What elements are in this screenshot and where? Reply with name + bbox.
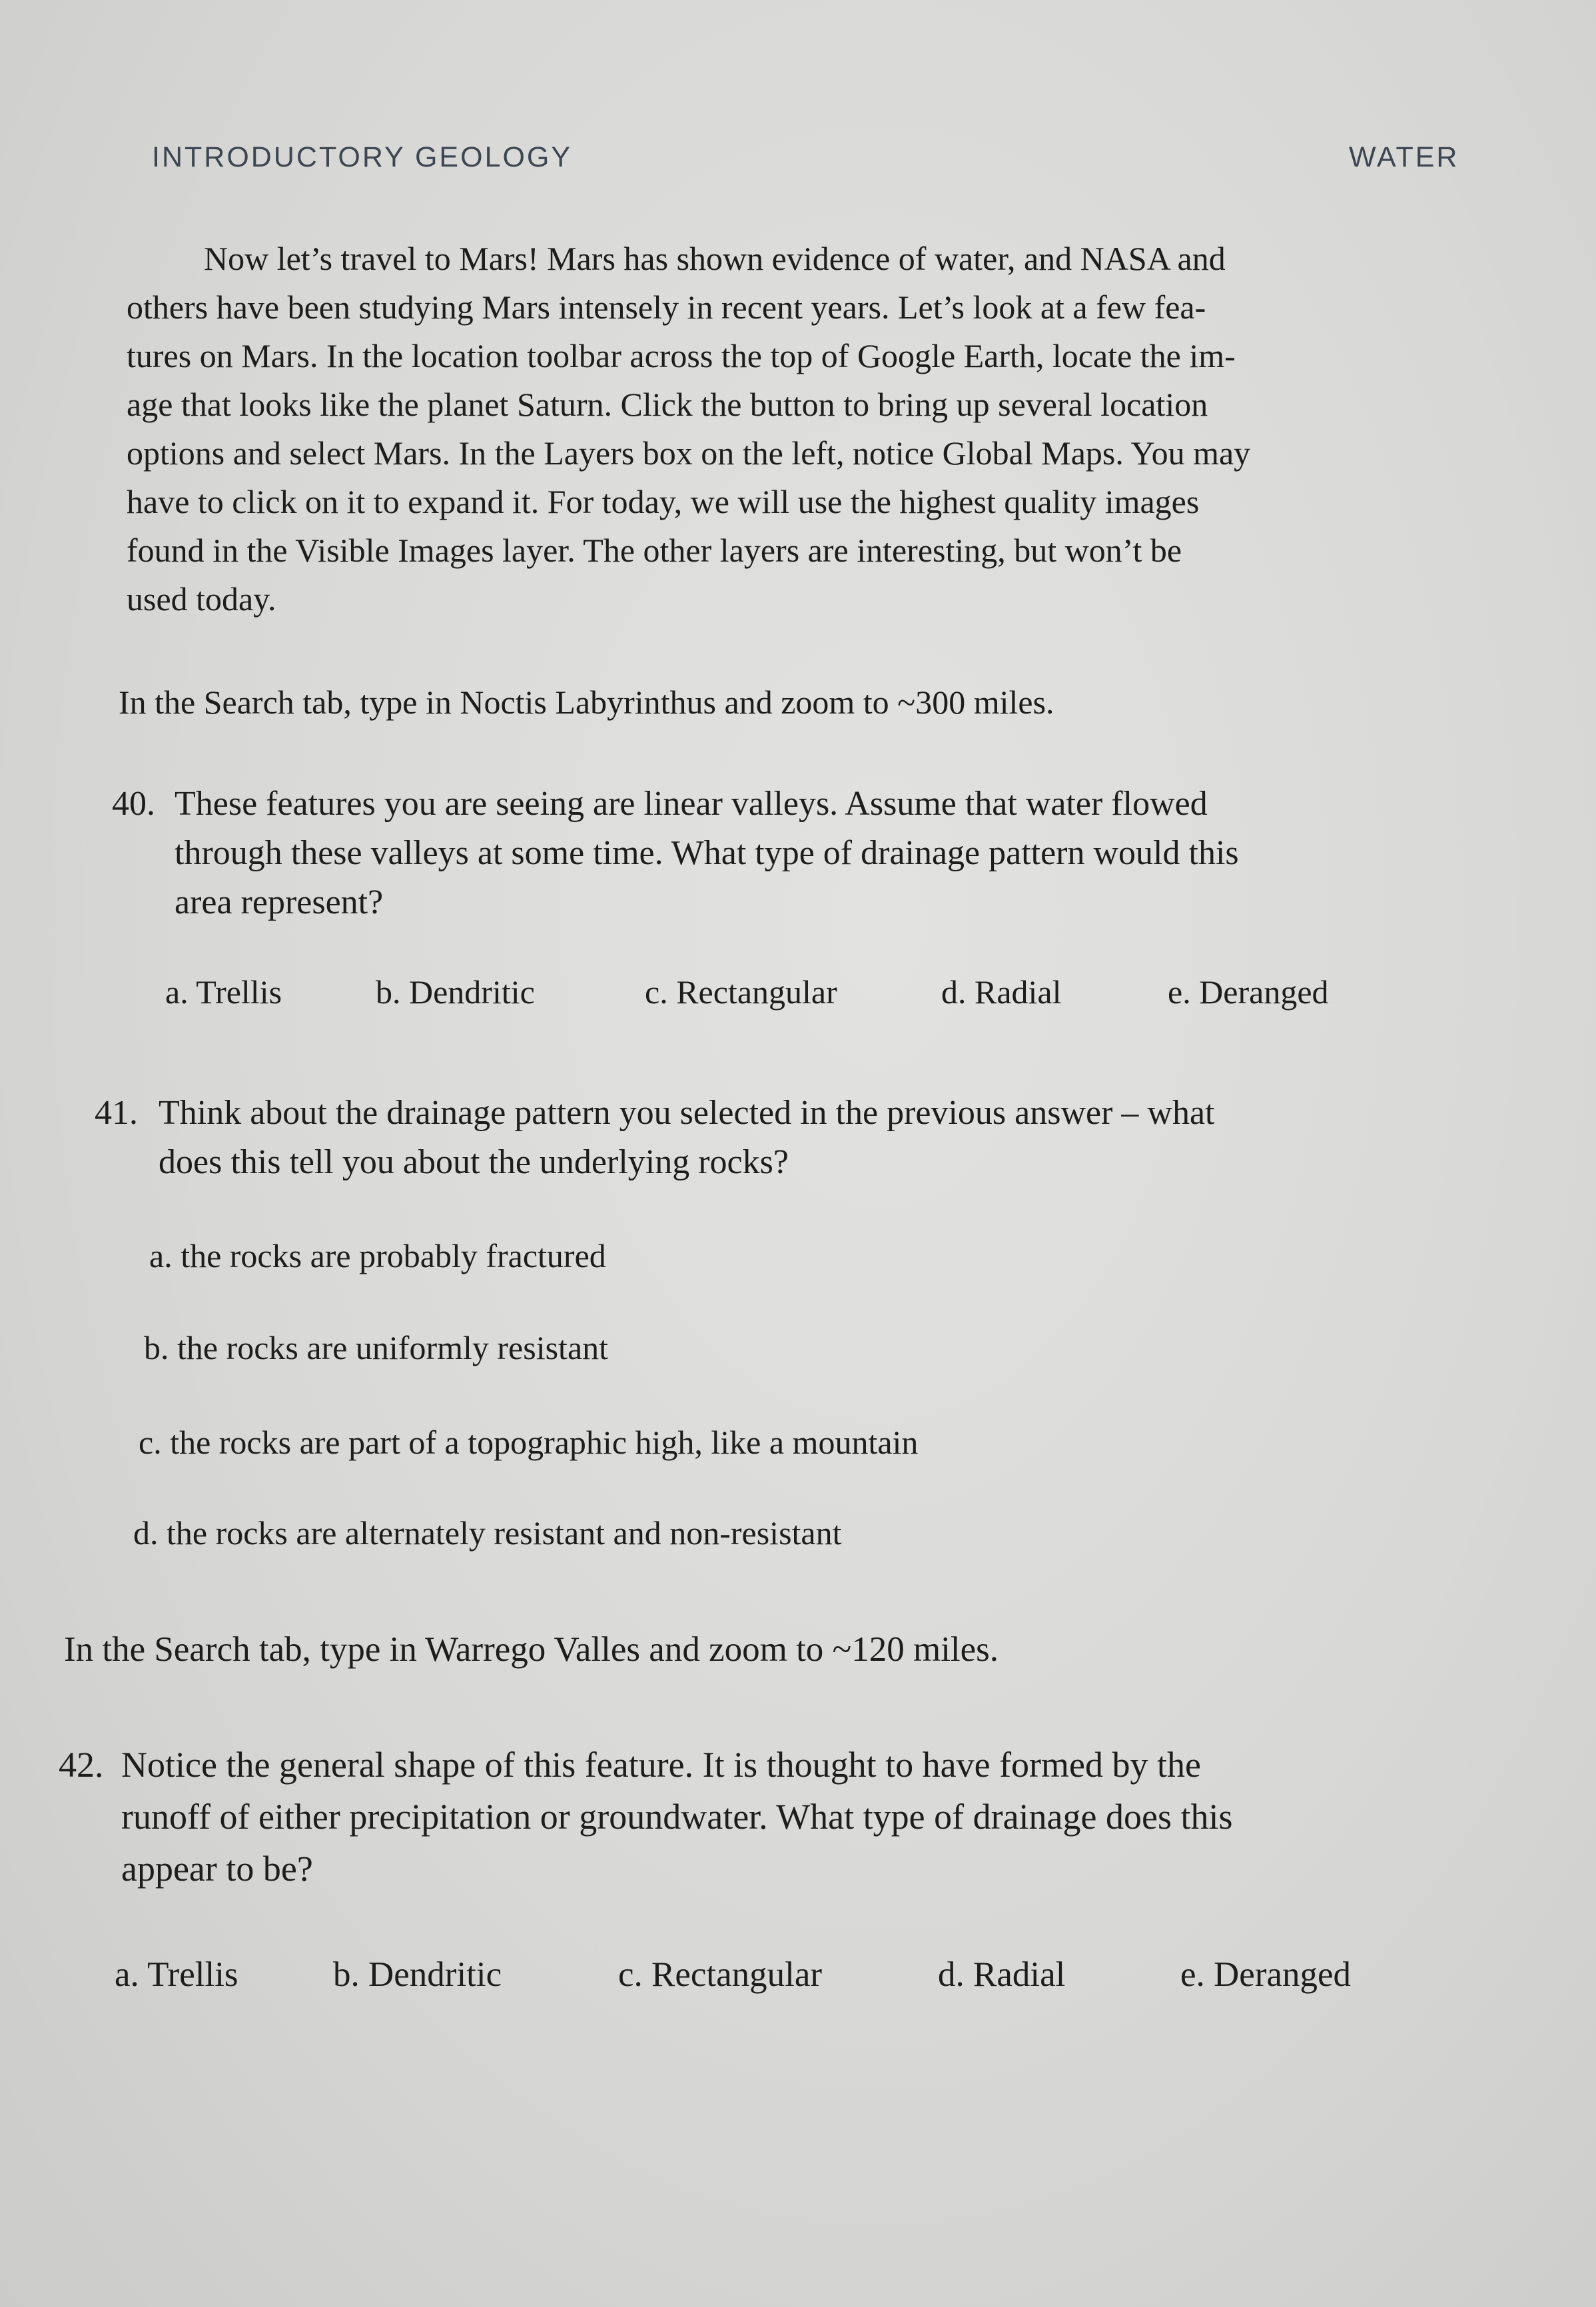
choice-c: c. Rectangular <box>618 1955 823 1994</box>
question-number: 41. <box>95 1094 138 1132</box>
intro-line: others have been studying Mars intensely in recent years. Let’s look at a few fea- <box>127 288 1206 326</box>
question-line: runoff of either precipitation or groundwater. What type of drainage does this <box>121 1797 1233 1837</box>
question-number: 40. <box>112 785 155 823</box>
question-line: appear to be? <box>121 1849 313 1889</box>
q41-option-a: a. the rocks are probably fractured <box>149 1237 606 1274</box>
question-number: 42. <box>59 1745 104 1785</box>
choice-b: b. Dendritic <box>376 973 535 1011</box>
question-line: through these valleys at some time. What type of drainage pattern would this <box>175 834 1239 872</box>
choice-d: d. Radial <box>938 1955 1066 1994</box>
choice-e: e. Deranged <box>1180 1955 1352 1994</box>
q41-option-c: c. the rocks are part of a topographic high, like a mountain <box>139 1424 919 1461</box>
intro-line: tures on Mars. In the location toolbar across the top of Google Earth, locate the im- <box>127 337 1236 374</box>
q41-option-b: b. the rocks are uniformly resistant <box>144 1329 609 1366</box>
intro-line: options and select Mars. In the Layers box on the left, notice Global Maps. You may <box>127 434 1251 472</box>
intro-line: Now let’s travel to Mars! Mars has shown evidence of water, and NASA and <box>204 240 1226 277</box>
choice-b: b. Dendritic <box>333 1955 502 1994</box>
q41-option-d: d. the rocks are alternately resistant and non-resistant <box>133 1514 842 1552</box>
intro-paragraph <box>127 234 1472 624</box>
choice-d: d. Radial <box>941 973 1062 1011</box>
question-line: Notice the general shape of this feature. It is thought to have formed by the <box>121 1745 1201 1785</box>
choice-a: a. Trellis <box>165 973 282 1011</box>
question-40 <box>112 779 1484 927</box>
instruction-noctis: In the Search tab, type in Noctis Labyrinthus and zoom to ~300 miles. <box>119 684 1054 721</box>
choice-c: c. Rectangular <box>645 973 837 1011</box>
instruction-warrego: In the Search tab, type in Warrego Valles and zoom to ~120 miles. <box>64 1630 999 1669</box>
intro-line: age that looks like the planet Saturn. Click the button to bring up several location <box>127 386 1208 423</box>
choice-e: e. Deranged <box>1168 973 1329 1011</box>
question-line: Think about the drainage pattern you selected in the previous answer – what <box>159 1094 1215 1132</box>
running-header-chapter: WATER <box>1349 141 1459 173</box>
question-41 <box>95 1089 1493 1187</box>
choice-a: a. Trellis <box>115 1955 238 1994</box>
intro-line: used today. <box>127 580 276 618</box>
question-line: These features you are seeing are linear valleys. Assume that water flowed <box>175 785 1208 823</box>
intro-line: found in the Visible Images layer. The other layers are interesting, but won’t be <box>127 532 1182 569</box>
running-header-title: INTRODUCTORY GEOLOGY <box>152 141 573 173</box>
intro-line: have to click on it to expand it. For today, we will use the highest quality images <box>127 483 1200 520</box>
question-line: area represent? <box>175 883 384 921</box>
question-line: does this tell you about the underlying rocks? <box>159 1143 789 1181</box>
question-42 <box>59 1739 1524 1895</box>
